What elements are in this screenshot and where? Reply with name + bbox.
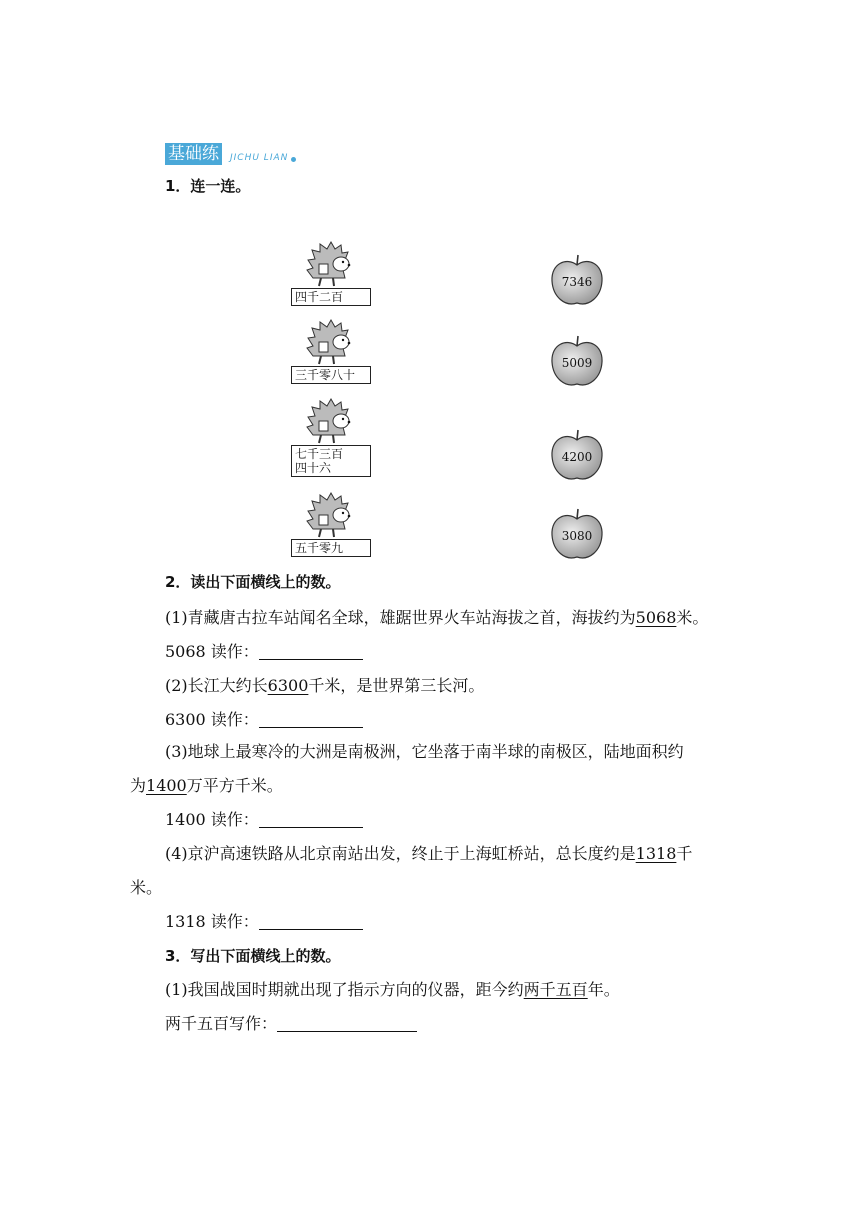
answer-blank[interactable] [259, 911, 363, 930]
underlined-number: 6300 [267, 676, 309, 695]
hedgehog-card-2 [291, 318, 371, 384]
apple-number-3: 4200 [561, 450, 593, 464]
section-header [165, 143, 296, 165]
question-1-title: 1．连一连。 [165, 177, 251, 195]
answer-blank[interactable] [259, 709, 363, 728]
section-title: 基础练 [165, 143, 222, 165]
pin-icon [291, 157, 296, 162]
hedgehog-label-3: 七千三百 四十六 [291, 445, 371, 477]
hedgehog-card-4 [291, 491, 371, 557]
q2-paragraph-3a: (3)地球上最寒冷的大洲是南极洲，它坐落于南半球的南极区，陆地面积约 [165, 742, 684, 761]
q3-answer-1: 两千五百写作： [165, 1012, 417, 1036]
answer-blank[interactable] [277, 1013, 417, 1032]
underlined-number: 1318 [635, 844, 677, 863]
apple-number-4: 3080 [561, 529, 593, 543]
q2-paragraph-4a: (4)京沪高速铁路从北京南站出发，终止于上海虹桥站，总长度约是1318千 [165, 844, 693, 863]
hedgehog-icon [303, 491, 359, 539]
apple-1 [549, 253, 605, 309]
apple-number-1: 7346 [561, 275, 593, 289]
hedgehog-label-4: 五千零九 [291, 539, 371, 557]
hedgehog-icon [303, 318, 359, 366]
q2-paragraph-4b: 米。 [130, 878, 163, 897]
q2-paragraph-2: (2)长江大约长6300千米，是世界第三长河。 [165, 676, 485, 695]
question-3-title: 3．写出下面横线上的数。 [165, 947, 341, 965]
apple-3 [549, 428, 605, 484]
hedgehog-icon [303, 240, 359, 288]
answer-blank[interactable] [259, 809, 363, 828]
answer-blank[interactable] [259, 641, 363, 660]
hedgehog-label-1: 四千二百 [291, 288, 371, 306]
section-pinyin: JICHU LIAN [230, 153, 289, 163]
underlined-number: 两千五百 [523, 980, 588, 999]
q2-paragraph-3b: 为1400万平方千米。 [130, 776, 283, 795]
apple-2 [549, 334, 605, 390]
q3-paragraph-1: (1)我国战国时期就出现了指示方向的仪器，距今约两千五百年。 [165, 980, 620, 999]
q2-answer-2: 6300 读作： [165, 708, 363, 732]
hedgehog-icon [303, 397, 359, 445]
apple-number-2: 5009 [561, 356, 593, 370]
q2-answer-1: 5068 读作： [165, 640, 363, 664]
q2-answer-4: 1318 读作： [165, 910, 363, 934]
question-2-title: 2．读出下面横线上的数。 [165, 573, 341, 591]
hedgehog-card-1 [291, 240, 371, 306]
hedgehog-card-3 [291, 397, 371, 477]
q2-paragraph-1: (1)青藏唐古拉车站闻名全球，雄踞世界火车站海拔之首，海拔约为5068米。 [165, 608, 709, 627]
q2-answer-3: 1400 读作： [165, 808, 363, 832]
hedgehog-label-2: 三千零八十 [291, 366, 371, 384]
underlined-number: 5068 [635, 608, 677, 627]
apple-4 [549, 507, 605, 563]
underlined-number: 1400 [146, 776, 187, 795]
